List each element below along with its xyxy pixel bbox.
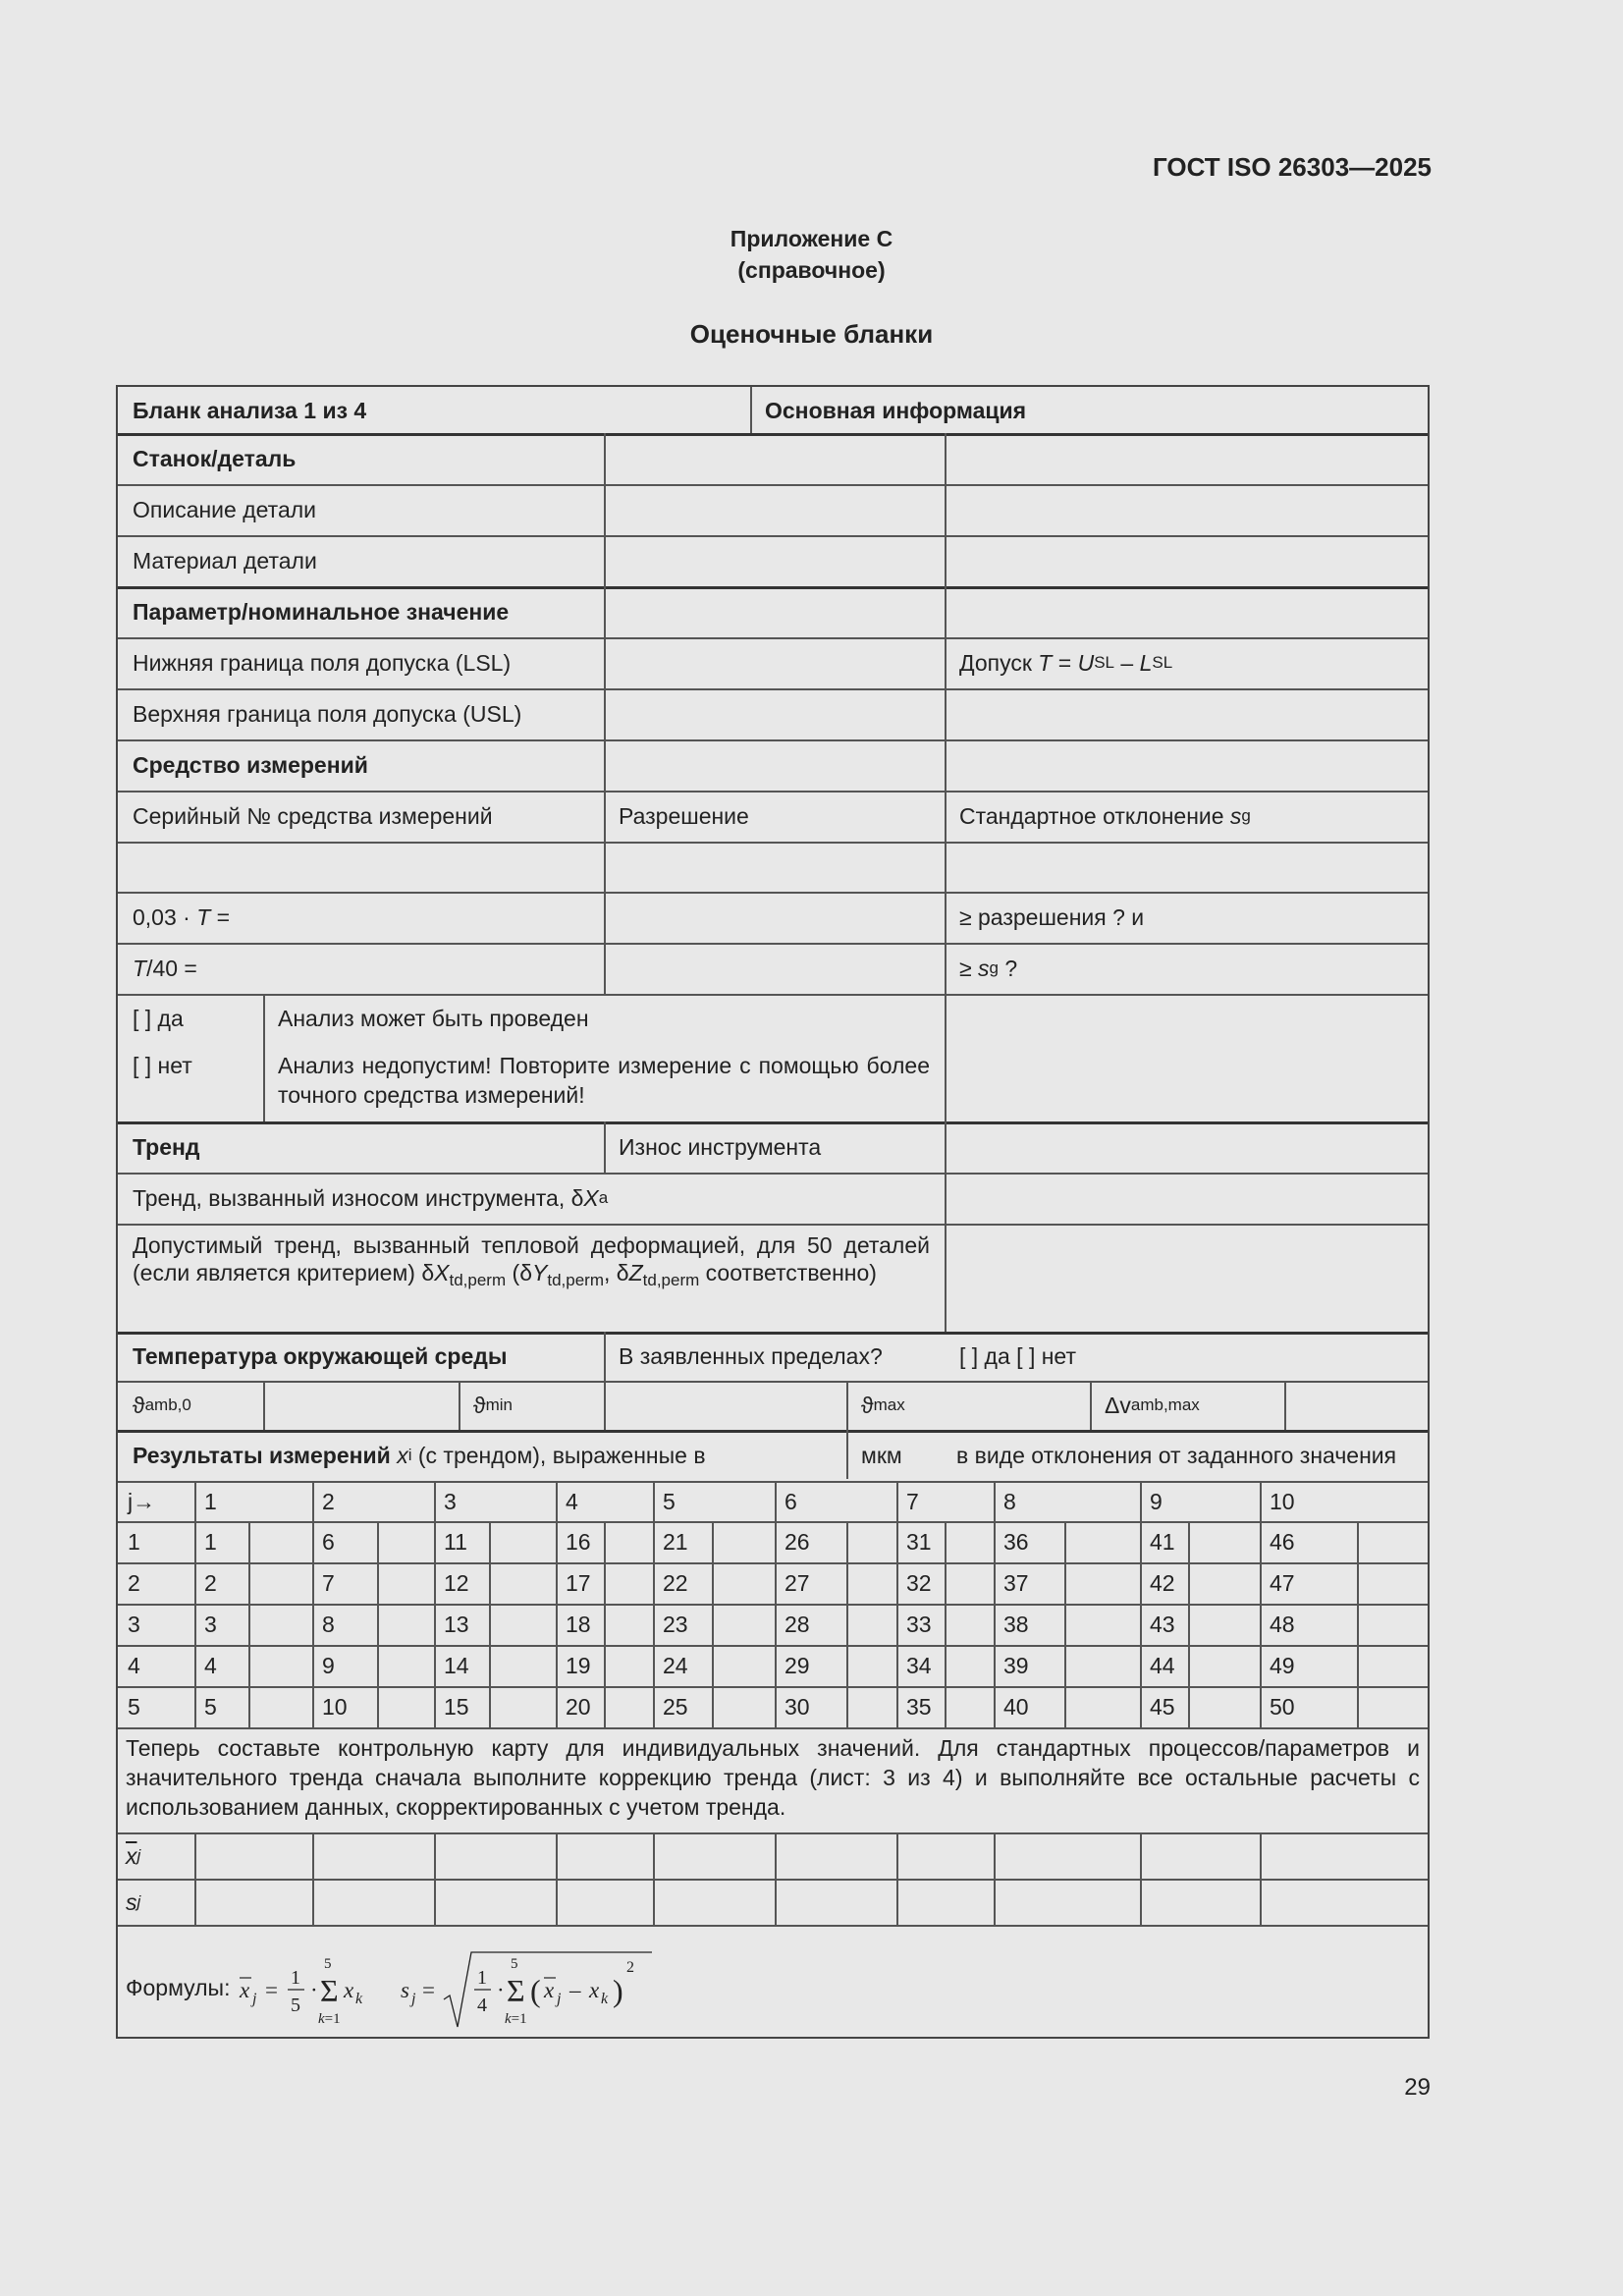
row-index: 1 <box>128 1529 140 1555</box>
measurement-number: 33 <box>906 1612 932 1637</box>
measurement-number: 43 <box>1150 1612 1175 1637</box>
measurement-number: 31 <box>906 1529 932 1555</box>
svg-text:k=1: k=1 <box>318 2011 342 2027</box>
row-index: 5 <box>128 1694 140 1720</box>
measurement-number: 24 <box>663 1653 688 1678</box>
usl-label: Верхняя граница поля допуска (USL) <box>133 701 522 727</box>
lsl-label: Нижняя граница поля допуска (LSL) <box>133 650 512 676</box>
measurement-number: 5 <box>204 1694 217 1720</box>
appendix-title: Приложение С <box>730 226 893 251</box>
svg-text:j: j <box>557 1991 562 2007</box>
measurement-number: 28 <box>784 1612 810 1637</box>
row-index: 3 <box>128 1612 140 1637</box>
svg-text:=: = <box>265 1978 279 2002</box>
trend-thermal-label: Допустимый тренд, вызванный тепловой деформацией, для 50 деталей (если является критерием) $\delta X_{td,perm}$ ($\delta Y_{td,perm}$, $\delta Z_{td,perm}$ соответственно) <box>133 1232 930 1289</box>
svg-text:x: x <box>589 1978 600 2002</box>
svg-text:4: 4 <box>477 1995 488 2016</box>
measurement-number: 48 <box>1270 1612 1295 1637</box>
measurement-number: 4 <box>204 1653 217 1678</box>
resolution-label: Разрешение <box>619 803 749 829</box>
unit-label: мкм <box>861 1443 902 1468</box>
svg-text:x: x <box>544 1978 555 2002</box>
measurement-number: 19 <box>566 1653 591 1678</box>
measurement-number: 32 <box>906 1570 932 1596</box>
svg-text:x: x <box>240 1978 250 2002</box>
j-column-header: 5 <box>663 1488 676 1514</box>
yes-checkbox[interactable]: [ ] да <box>133 1006 184 1031</box>
j-column-header: 8 <box>1003 1488 1016 1514</box>
svg-text:5: 5 <box>291 1995 301 2016</box>
measurement-number: 16 <box>566 1529 591 1555</box>
j-column-header: 1 <box>204 1488 217 1514</box>
t-amb0-label: ϑ amb,0 <box>133 1393 191 1418</box>
j-header-label: j→ <box>128 1488 156 1514</box>
sg-check: ≥ s g ? <box>959 956 1018 981</box>
measurement-number: 20 <box>566 1694 591 1720</box>
measurement-number: 10 <box>322 1694 348 1720</box>
measurement-number: 9 <box>322 1653 335 1678</box>
measurement-number: 6 <box>322 1529 335 1555</box>
svg-text:j: j <box>411 1991 416 2007</box>
parameter-label: Параметр/номинальное значение <box>133 599 510 625</box>
svg-text:·: · <box>497 1978 506 2002</box>
t40-label: T /40 = <box>133 956 197 981</box>
row-index: 2 <box>128 1570 140 1596</box>
svg-text:k: k <box>601 1991 609 2007</box>
measurement-number: 17 <box>566 1570 591 1596</box>
part-material-label: Материал детали <box>133 548 317 574</box>
appendix-heading: Оценочные бланки <box>689 319 934 349</box>
measurement-number: 1 <box>204 1529 217 1555</box>
j-column-header: 4 <box>566 1488 578 1514</box>
results-note: в виде отклонения от заданного значения <box>956 1443 1397 1468</box>
svg-text:(: ( <box>530 1973 542 2008</box>
measurement-number: 2 <box>204 1570 217 1596</box>
measurement-number: 39 <box>1003 1653 1029 1678</box>
measurement-number: 14 <box>444 1653 469 1678</box>
trend-label: Тренд <box>133 1134 200 1160</box>
measurement-number: 46 <box>1270 1529 1295 1555</box>
measurement-number: 8 <box>322 1612 335 1637</box>
measurement-number: 27 <box>784 1570 810 1596</box>
measurement-number: 12 <box>444 1570 469 1596</box>
measurement-number: 29 <box>784 1653 810 1678</box>
formulas: Формулы: x j = 1 5 · Σ 5 k=1 x k s j = 1 4 · Σ 5 k=1 ( x j – x k ) 2 <box>126 1939 668 2037</box>
svg-text:Σ: Σ <box>320 1973 340 2008</box>
no-checkbox[interactable]: [ ] нет <box>133 1053 192 1078</box>
svg-text:5: 5 <box>511 1956 518 1972</box>
svg-text:s: s <box>401 1978 410 2002</box>
measurement-number: 45 <box>1150 1694 1175 1720</box>
trend-tool-label: Тренд, вызванный износом инструмента, δ X a <box>133 1185 609 1211</box>
xbar-label: $\overline{x}$ j <box>126 1842 141 1869</box>
measurement-number: 23 <box>663 1612 688 1637</box>
analysis-form <box>116 385 1430 2039</box>
svg-text:·: · <box>310 1978 319 2002</box>
j-column-header: 9 <box>1150 1488 1163 1514</box>
s-label: s j <box>126 1888 141 1915</box>
machine-part-label: Станок/деталь <box>133 446 297 471</box>
measurement-number: 38 <box>1003 1612 1029 1637</box>
j-column-header: 3 <box>444 1488 457 1514</box>
j-column-header: 7 <box>906 1488 919 1514</box>
t-min-label: ϑ min <box>473 1393 513 1418</box>
analysis-ok-text: Анализ может быть проведен <box>278 1006 589 1031</box>
tolerance-formula: Допуск T = U SL – L SL <box>959 650 1173 676</box>
measurement-number: 47 <box>1270 1570 1295 1596</box>
measurement-number: 30 <box>784 1694 810 1720</box>
svg-text:x: x <box>344 1978 354 2002</box>
sheet-info: Основная информация <box>765 397 1027 423</box>
measurement-number: 22 <box>663 1570 688 1596</box>
resolution-check: ≥ разрешения ? и <box>959 904 1145 930</box>
svg-text:Σ: Σ <box>507 1973 526 2008</box>
measurement-number: 50 <box>1270 1694 1295 1720</box>
appendix-subtitle: (справочное) <box>737 257 886 283</box>
svg-text:2: 2 <box>626 1959 635 1976</box>
measurement-number: 26 <box>784 1529 810 1555</box>
t-max-label: ϑ max <box>861 1393 905 1418</box>
gauge-label: Средство измерений <box>133 752 368 778</box>
svg-text:–: – <box>569 1978 581 2002</box>
sheet-title: Бланк анализа 1 из 4 <box>133 397 367 423</box>
svg-text:1: 1 <box>477 1967 488 1989</box>
within-limits-checkbox[interactable]: [ ] да [ ] нет <box>959 1343 1076 1369</box>
instruction-text: Теперь составьте контрольную карту для индивидуальных значений. Для стандартных процессов/параметров и значительного тренда сначала выполните коррекцию тренда (лист: 3 из 4) и выполняйте все остальные расчеты с использованием данных, скорректированных с учетом тренда. <box>126 1735 1420 1820</box>
measurement-number: 35 <box>906 1694 932 1720</box>
measurement-number: 11 <box>444 1529 467 1555</box>
within-limits-label: В заявленных пределах? <box>619 1343 883 1369</box>
measurement-number: 18 <box>566 1612 591 1637</box>
measurement-number: 7 <box>322 1570 335 1596</box>
measurement-number: 40 <box>1003 1694 1029 1720</box>
j-column-header: 2 <box>322 1488 335 1514</box>
std-dev-label: Стандартное отклонение s g <box>959 803 1251 829</box>
formula-graphic <box>236 1939 668 2037</box>
dv-amb-label: Δv amb,max <box>1105 1393 1200 1418</box>
measurement-number: 44 <box>1150 1653 1175 1678</box>
standard-designation: ГОСТ ISO 26303—2025 <box>1152 152 1432 182</box>
measurement-number: 36 <box>1003 1529 1029 1555</box>
svg-text:k: k <box>355 1991 363 2007</box>
measurement-number: 49 <box>1270 1653 1295 1678</box>
measurement-number: 41 <box>1150 1529 1175 1555</box>
gauge-serial-label: Серийный № средства измерений <box>133 803 493 829</box>
row-index: 4 <box>128 1653 140 1678</box>
part-description-label: Описание детали <box>133 497 316 522</box>
t003-label: 0,03 · T = <box>133 904 231 930</box>
svg-text:5: 5 <box>324 1956 332 1972</box>
measurement-number: 15 <box>444 1694 469 1720</box>
j-column-header: 10 <box>1270 1488 1295 1514</box>
svg-text:=: = <box>422 1978 436 2002</box>
results-label: Результаты измерений x i (с трендом), выраженные в <box>133 1443 706 1468</box>
measurement-number: 13 <box>444 1612 469 1637</box>
svg-text:k=1: k=1 <box>505 2011 528 2027</box>
measurement-number: 42 <box>1150 1570 1175 1596</box>
tool-wear-label: Износ инструмента <box>619 1134 822 1160</box>
measurement-number: 25 <box>663 1694 688 1720</box>
svg-text:): ) <box>613 1973 624 2008</box>
measurement-number: 34 <box>906 1653 932 1678</box>
page-number: 29 <box>1404 2074 1431 2101</box>
analysis-bad-text: Анализ недопустим! Повторите измерение с помощью более точного средства измерений! <box>278 1053 930 1108</box>
svg-text:j: j <box>252 1991 257 2007</box>
svg-text:1: 1 <box>291 1967 301 1989</box>
ambient-label: Температура окружающей среды <box>133 1343 508 1369</box>
measurement-number: 3 <box>204 1612 217 1637</box>
measurement-number: 21 <box>663 1529 688 1555</box>
measurement-number: 37 <box>1003 1570 1029 1596</box>
j-column-header: 6 <box>784 1488 797 1514</box>
